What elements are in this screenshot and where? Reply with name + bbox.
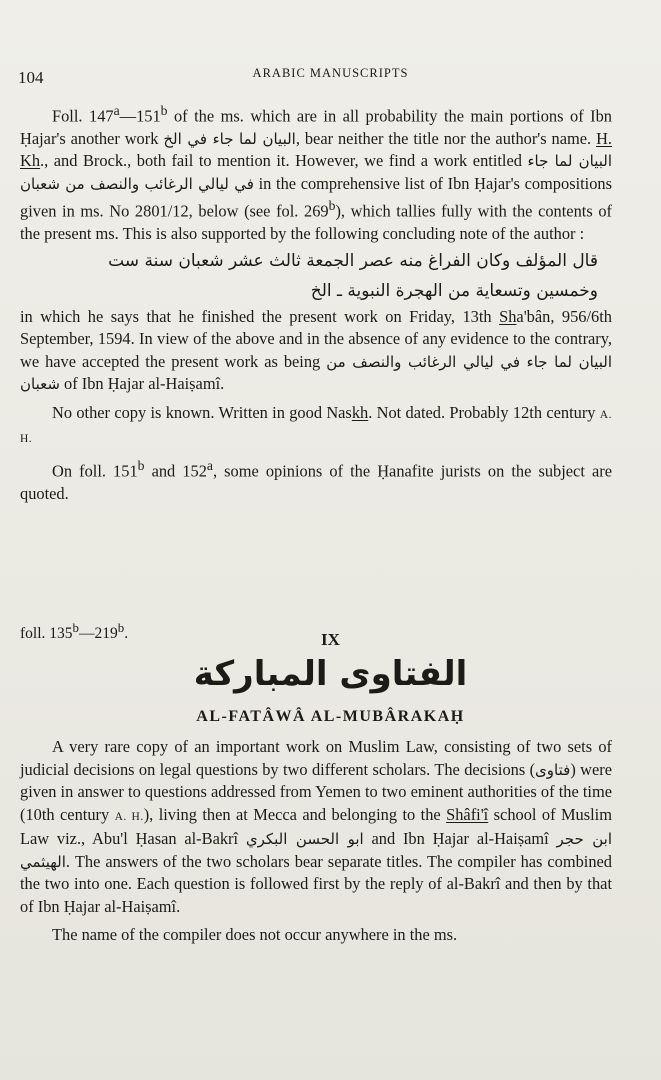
paragraph-3: No other copy is known. Written in good Naskh. Not dated. Probably 12th century A. H. <box>20 402 612 446</box>
paragraph-1: Foll. 147$^a$—151$^b$ of the ms. which are in all probability the main portions of Ibn Ḥajar's another work البيان لما جاء في الخ, bear neither the title nor the author's name. H. Kh., and Brock., both fail to mention it. However, we find a work entitled البيان لما جاء في ليالي الرغائب والنصف من شعبان in the comprehensive list of Ibn Ḥajar's compositions given in ms. No 2801/12, below (see fol. 269$^b$), which tallies fully with the contents of the present ms. This is also supported by the following concluding note of the author : <box>20 103 613 244</box>
paragraph-5: A very rare copy of an important work on Muslim Law, consisting of two sets of judicial decisions on legal questions by two different scholars. The decisions (فتاوى) were given in answer to questions addressed from Yemen to two eminent authorities of the time (10th century A. H.), living then at Mecca and belonging to the Shâfi'î school of Muslim Law viz., Abu'l Ḥasan al-Bakrî ابو الحسن البكري and Ibn Ḥajar al-Haiṣamî ابن حجر الهيثمي. The answers of the two scholars bear separate titles. The compiler has combined the two into one. Each question is followed first by the reply of al-Bakrî and then by that of Ibn Ḥajar al-Haiṣamî. <box>20 737 612 916</box>
arabic-fatawa: فتاوى <box>535 760 571 779</box>
arabic-title-fragment: البيان لما جاء في الخ <box>163 129 296 148</box>
arabic-quote-line-2: وخمسين وتسعاية من الهجرة النبوية ـ الخ <box>310 280 598 301</box>
paragraph-4: On foll. 151$^b$ and 152$^a$, some opinions of the Ḥanafite jurists on the subject are quoted. <box>20 457 612 503</box>
running-title: ARABIC MANUSCRIPTS <box>252 66 409 80</box>
section-number: IX <box>321 630 340 649</box>
section-title: AL-FATÂWÂ AL-MUBÂRAKAḤ <box>196 708 465 725</box>
arabic-quote-line-1: قال المؤلف وكان الفراغ منه عصر الجمعة ثالث عشر شعبان سنة ست <box>108 250 598 271</box>
paragraph-2: in which he says that he finished the present work on Friday, 13th Sha'bân, 956/6th September, 1594. In view of the above and in the absence of any evidence to the contrary, we have accepted the present work as being البيان لما جاء في ليالي الرغائب والنصف من شعبان of Ibn Ḥajar al-Haiṣamî. <box>20 306 613 394</box>
section-body <box>20 736 612 947</box>
arabic-work-title: البيان لما جاء في ليالي الرغائب والنصف من شعبان <box>20 152 613 193</box>
section-arabic-title: الفتاوى المباركة <box>193 654 468 694</box>
page-number: 104 <box>18 68 44 87</box>
arabic-ibn-hajar: ابن حجر الهيثمي <box>20 830 612 871</box>
arabic-al-bakri: ابو الحسن البكري <box>245 830 364 848</box>
paragraph-6: The name of the compiler does not occur anywhere in the ms. <box>52 925 458 944</box>
arabic-work-title-2: البيان لما جاء في ليالي الرغائب والنصف من شعبان <box>20 352 613 394</box>
folio-range: foll. 135$^b$—219$^b$. <box>20 620 129 643</box>
description-block <box>20 100 612 505</box>
